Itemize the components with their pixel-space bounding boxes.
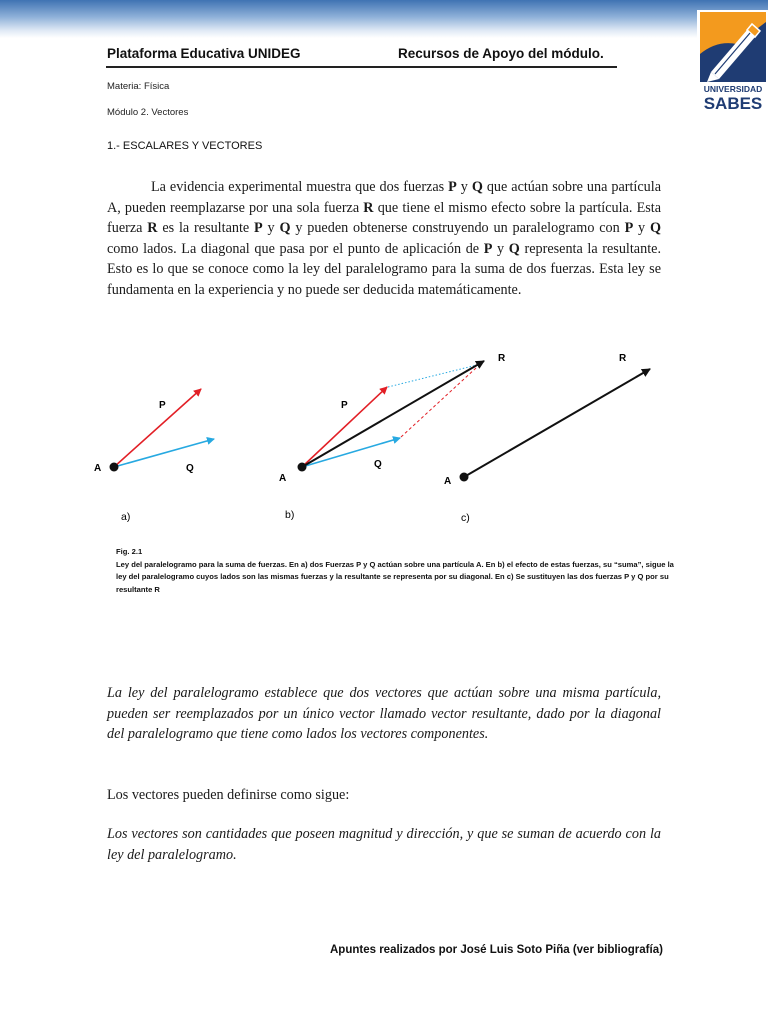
panel-a	[94, 389, 214, 523]
header-left-title: Plataforma Educativa UNIDEG	[107, 46, 301, 61]
label-a-a: A	[94, 463, 102, 474]
logo-line1: UNIVERSIDAD	[703, 84, 763, 94]
point-a-c	[460, 473, 469, 482]
footer-credit: Apuntes realizados por José Luis Soto Piña (ver bibliografía)	[330, 944, 663, 956]
vector-figure	[0, 340, 768, 540]
panel-b-label: b)	[285, 509, 295, 521]
logo-line2: SABES	[703, 94, 763, 110]
label-p-b: P	[341, 400, 348, 411]
point-a-a	[110, 463, 119, 472]
intro-paragraph: La evidencia experimental muestra que dos fuerzas P y Q que actúan sobre una partícula A, pueden reemplazarse por una sola fuerza R que tiene el mismo efecto sobre la partícula. Esta fuerza R es la resultante P y Q y pueden obtenerse construyendo un paralelogramo con P y Q como lados. La diagonal que pasa por el punto de aplicación de P y Q representa la resultante. Esto es lo que se conoce como la ley del paralelogramo para la suma de dos fuerzas. Esta ley se fundamenta en la experiencia y no puede ser deducida matemáticamente.	[107, 179, 662, 298]
vector-r-b	[302, 361, 484, 467]
header-band	[0, 0, 768, 38]
module-label: Módulo 2. Vectores	[107, 107, 189, 118]
point-a-b	[298, 463, 307, 472]
header-divider	[106, 66, 617, 68]
figure-caption	[116, 546, 676, 596]
label-p-a: P	[159, 400, 166, 411]
panel-a-label: a)	[121, 511, 131, 523]
panel-b	[279, 353, 506, 521]
header-right-title: Recursos de Apoyo del módulo.	[398, 46, 604, 61]
parallelogram-law-paragraph: La ley del paralelogramo establece que dos vectores que actúan sobre una misma partícula, pueden ser reemplazados por un único vector llamado vector resultante, dado por la diagonal del paralelogramo que tiene como lados los vectores componentes.	[107, 685, 661, 742]
label-q-a: Q	[186, 463, 194, 474]
section-title: 1.- ESCALARES Y VECTORES	[107, 140, 263, 152]
vectors-intro: Los vectores pueden definirse como sigue:	[107, 787, 350, 803]
subject-label: Materia: Física	[107, 81, 170, 92]
label-r-c: R	[619, 353, 627, 364]
caption-text: Ley del paralelogramo para la suma de fuerzas. En a) dos Fuerzas P y Q actúan sobre una partícula A. En b) el efecto de estas fuerzas, su “suma”, sigue la ley del paralelogramo cuyos lados son las mismas fuerzas y la resultante se representa por su diagonal. En c) Se sustituyen las dos fuerzas P y Q por su resultante R	[116, 559, 674, 594]
label-a-b: A	[279, 473, 287, 484]
pencil-logo-icon	[697, 10, 768, 110]
panel-c-label: c)	[461, 512, 470, 524]
panel-c	[444, 353, 650, 524]
dotted-q-translate	[388, 364, 481, 387]
label-q-b: Q	[374, 459, 382, 470]
caption-fig-number: Fig. 2.1	[116, 547, 143, 556]
vectors-definition: Los vectores son cantidades que poseen magnitud y dirección, y que se suman de acuerdo con la ley del paralelogramo.	[107, 826, 661, 863]
label-r-b: R	[498, 353, 506, 364]
label-a-c: A	[444, 476, 452, 487]
university-logo	[697, 10, 768, 110]
vector-r-c	[464, 369, 650, 477]
